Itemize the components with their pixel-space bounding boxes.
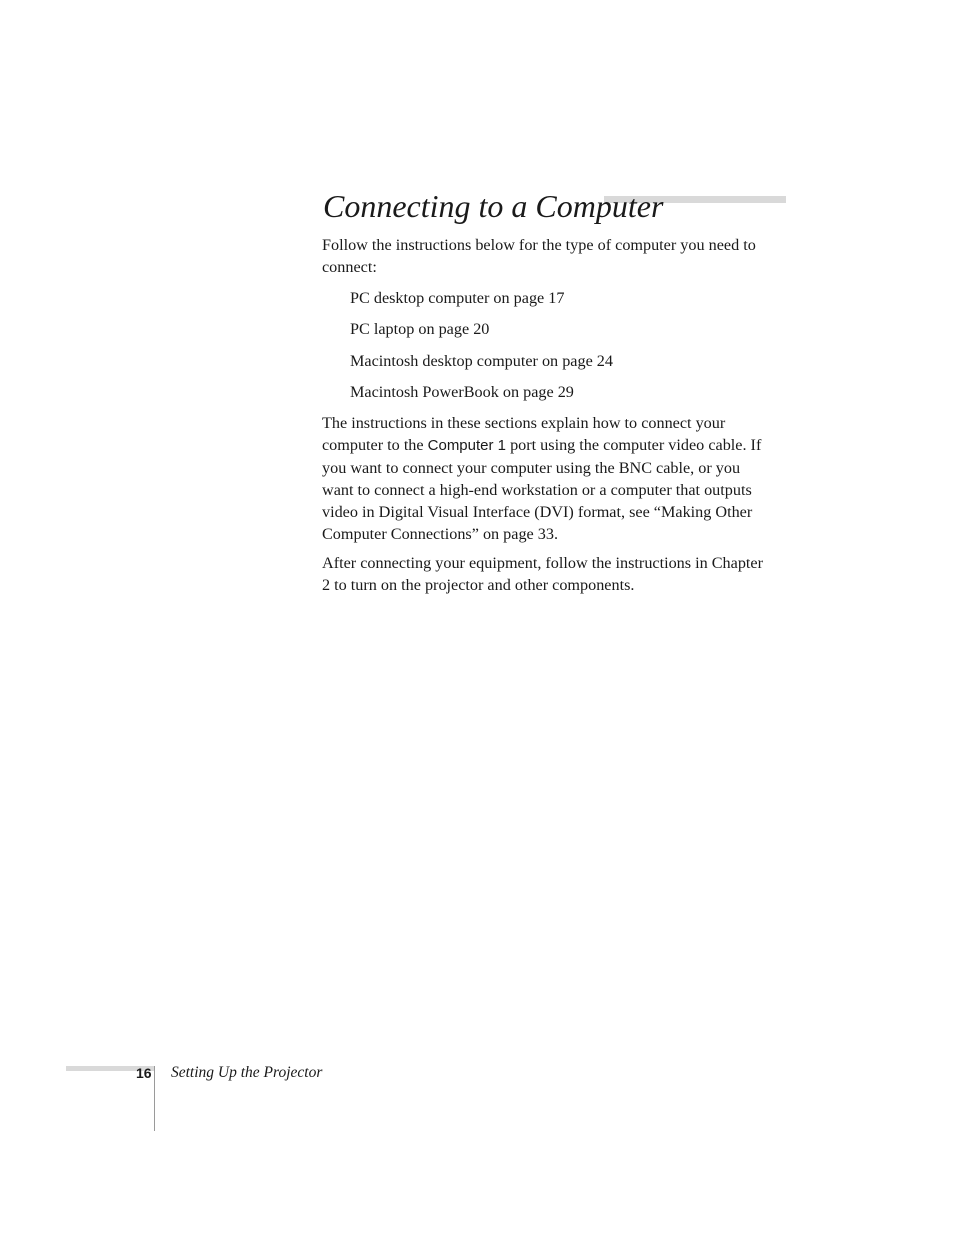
after-paragraph: After connecting your equipment, follow the instructions in Chapter 2 to turn on the projector and other components.: [322, 554, 764, 594]
section-title: Connecting to a Computer: [323, 188, 664, 224]
instructions-text-start: The instructions in these sections explain how to connect your computer to the: [322, 414, 726, 454]
list-item-pc-desktop: PC desktop computer on page 17: [350, 289, 565, 307]
running-title: Setting Up the Projector: [171, 1064, 323, 1081]
list-item-mac-desktop: Macintosh desktop computer on page 24: [350, 352, 613, 370]
list-item-mac-powerbook: Macintosh PowerBook on page 29: [350, 383, 574, 401]
instructions-text-end: port using the computer video cable. If you want to connect your computer using the BNC cable, or you want to connect a high-end workstation or a computer that outputs video in Digital Visual Interface (DVI) format, see “Making Other Computer Connections” on page 33.: [322, 436, 762, 543]
instructions-paragraph: [322, 412, 774, 545]
port-label: Computer 1: [427, 437, 507, 454]
footer-divider: [154, 1066, 155, 1131]
list-item-pc-laptop: PC laptop on page 20: [350, 320, 490, 338]
intro-paragraph: Follow the instructions below for the type of computer you need to connect:: [322, 236, 756, 276]
page-number: 16: [136, 1065, 152, 1081]
